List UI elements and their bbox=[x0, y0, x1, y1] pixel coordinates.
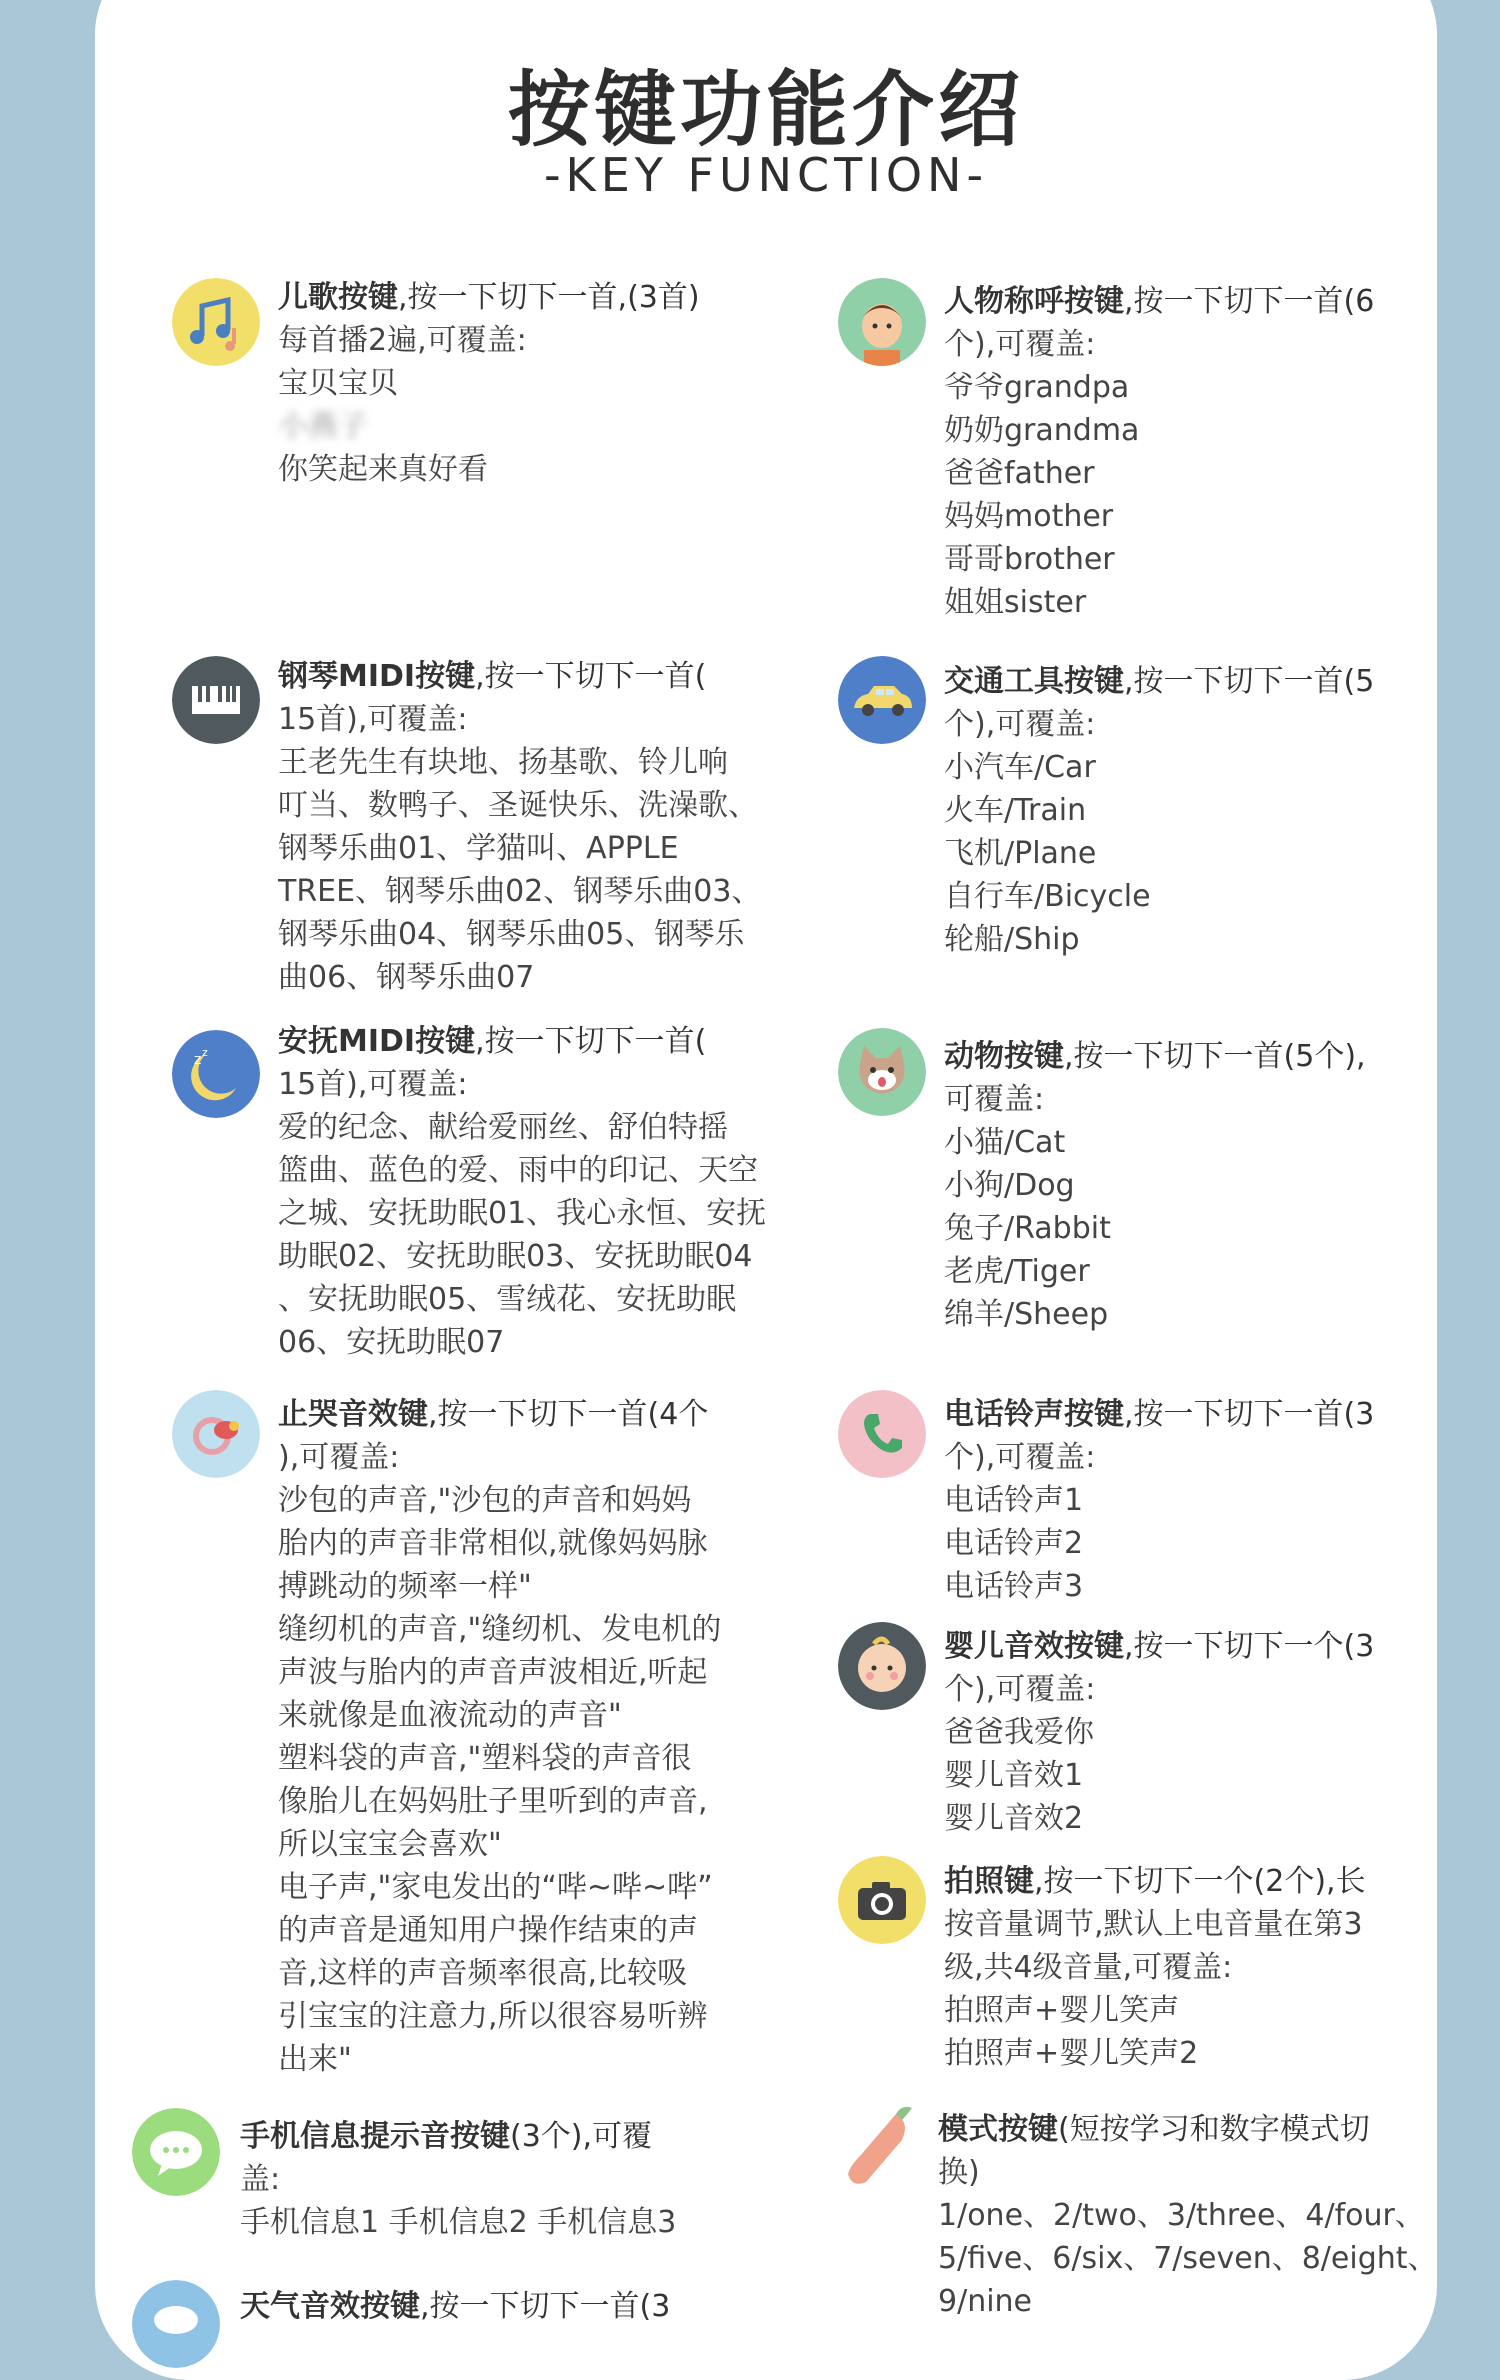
entry-line: 15首),可覆盖: bbox=[278, 1067, 468, 1102]
entry-line: 沙包的声音,"沙包的声音和妈妈 bbox=[278, 1483, 692, 1518]
entry-animal-heading: 动物按键,按一下切下一首(5个), bbox=[944, 1039, 1366, 1074]
phone-handset-icon bbox=[838, 1390, 926, 1478]
entry-line: 绵羊/Sheep bbox=[944, 1297, 1109, 1332]
piano-keys-icon bbox=[172, 656, 260, 744]
boy-face-icon bbox=[838, 278, 926, 366]
entry-line: 拍照声+婴儿笑声2 bbox=[944, 2036, 1199, 2071]
music-note-icon bbox=[172, 278, 260, 366]
cat-face-icon bbox=[838, 1028, 926, 1116]
entry-line: 个),可覆盖: bbox=[944, 1672, 1096, 1707]
entry-line: 轮船/Ship bbox=[944, 922, 1080, 957]
entry-line: 缝纫机的声音,"缝纫机、发电机的 bbox=[278, 1612, 722, 1647]
page-subtitle: -KEY FUNCTION- bbox=[543, 148, 989, 202]
entry-line: 老虎/Tiger bbox=[944, 1254, 1090, 1289]
entry-line: 小狗/Dog bbox=[944, 1168, 1075, 1203]
entry-mode-text bbox=[938, 2108, 1438, 2323]
entry-line: 声波与胎内的声音声波相近,听起 bbox=[278, 1655, 708, 1690]
entry-line: 爸爸father bbox=[944, 456, 1095, 491]
entry-line: 婴儿音效2 bbox=[944, 1801, 1084, 1836]
entry-line: 婴儿音效1 bbox=[944, 1758, 1084, 1793]
entry-mode-heading: 模式按键(短按学习和数字模式切 bbox=[938, 2112, 1370, 2147]
entry-soothe-heading: 安抚MIDI按键,按一下切下一首( bbox=[278, 1024, 707, 1059]
entry-vehicle-heading: 交通工具按键,按一下切下一首(5 bbox=[944, 664, 1375, 699]
entry-camera-text bbox=[944, 1860, 1366, 2075]
entry-line: 可覆盖: bbox=[944, 1082, 1045, 1117]
entry-line: 小汽车/Car bbox=[944, 750, 1096, 785]
entry-line: 塑料袋的声音,"塑料袋的声音很 bbox=[278, 1741, 692, 1776]
entry-phone-heading: 电话铃声按键,按一下切下一首(3 bbox=[944, 1397, 1375, 1432]
entry-stopcry-text bbox=[278, 1393, 721, 2081]
entry-line: 小燕子 bbox=[278, 409, 368, 444]
entry-line: 电话铃声2 bbox=[944, 1526, 1084, 1561]
entry-line: 电子声,"家电发出的“哔~哔~哔” bbox=[278, 1870, 713, 1905]
entry-line: 你笑起来真好看 bbox=[278, 452, 488, 487]
entry-line: 胎内的声音非常相似,就像妈妈脉 bbox=[278, 1526, 708, 1561]
entry-line: 王老先生有块地、扬基歌、铃儿响 bbox=[278, 745, 728, 780]
entry-line: 个),可覆盖: bbox=[944, 327, 1096, 362]
entry-line: 搏跳动的频率一样" bbox=[278, 1569, 532, 1604]
entry-line: ),可覆盖: bbox=[278, 1440, 400, 1475]
entry-line: 曲06、钢琴乐曲07 bbox=[278, 960, 535, 995]
entry-soothe-text bbox=[278, 1020, 766, 1364]
entry-line: 个),可覆盖: bbox=[944, 1440, 1096, 1475]
entry-line: 盖: bbox=[240, 2162, 281, 2197]
entry-line: 按音量调节,默认上电音量在第3 bbox=[944, 1907, 1363, 1942]
entry-baby-heading: 婴儿音效按键,按一下切下一个(3 bbox=[944, 1629, 1375, 1664]
camera-icon bbox=[838, 1856, 926, 1944]
entry-line: 姐姐sister bbox=[944, 585, 1087, 620]
entry-line: 火车/Train bbox=[944, 793, 1087, 828]
entry-line: 的声音是通知用户操作结束的声 bbox=[278, 1913, 698, 1948]
pacifier-icon bbox=[172, 1390, 260, 1478]
entry-line: 叮当、数鸭子、圣诞快乐、洗澡歌、 bbox=[278, 788, 758, 823]
entry-animal-text bbox=[944, 1035, 1366, 1336]
entry-nursery-heading: 儿歌按键,按一下切下一首,(3首) bbox=[278, 280, 700, 315]
entry-baby-text bbox=[944, 1625, 1374, 1840]
entry-stopcry-heading: 止哭音效键,按一下切下一首(4个 bbox=[278, 1397, 709, 1432]
entry-line: 小猫/Cat bbox=[944, 1125, 1066, 1160]
entry-line: 助眠02、安抚助眠03、安抚助眠04 bbox=[278, 1239, 753, 1274]
entry-line: 音,这样的声音频率很高,比较吸 bbox=[278, 1956, 688, 1991]
entry-line: 06、安抚助眠07 bbox=[278, 1325, 505, 1360]
entry-line: 电话铃声1 bbox=[944, 1483, 1084, 1518]
entry-line: 宝贝宝贝 bbox=[278, 366, 398, 401]
entry-line: TREE、钢琴乐曲02、钢琴乐曲03、 bbox=[278, 874, 762, 909]
svg-text:z: z bbox=[202, 1046, 208, 1059]
entry-line: 像胎儿在妈妈肚子里听到的声音, bbox=[278, 1784, 708, 1819]
page-title: 按键功能介绍 bbox=[507, 63, 1024, 158]
entry-piano-text bbox=[278, 655, 761, 999]
entry-line: 钢琴乐曲04、钢琴乐曲05、钢琴乐 bbox=[278, 917, 745, 952]
entry-line: 、安抚助眠05、雪绒花、安抚助眠 bbox=[278, 1282, 737, 1317]
entry-line: 出来" bbox=[278, 2042, 352, 2077]
entry-line: 飞机/Plane bbox=[944, 836, 1097, 871]
baby-face-icon bbox=[838, 1622, 926, 1710]
entry-line: 奶奶grandma bbox=[944, 413, 1140, 448]
entry-line: 引宝宝的注意力,所以很容易听辨 bbox=[278, 1999, 708, 2034]
entry-line: 爸爸我爱你 bbox=[944, 1715, 1094, 1750]
entry-person-text bbox=[944, 280, 1374, 624]
entry-vehicle-text bbox=[944, 660, 1374, 961]
entry-message-text bbox=[240, 2115, 676, 2244]
chat-bubble-icon bbox=[132, 2108, 220, 2196]
cloud-icon bbox=[132, 2280, 220, 2368]
entry-nursery-text bbox=[278, 276, 700, 491]
entry-weather-heading: 天气音效按键,按一下切下一首(3 bbox=[240, 2289, 671, 2324]
entry-line: 级,共4级音量,可覆盖: bbox=[944, 1950, 1233, 1985]
entry-line: 1/one、2/two、3/three、4/four、 bbox=[938, 2198, 1425, 2233]
entry-line: 爷爷grandpa bbox=[944, 370, 1130, 405]
entry-line: 手机信息1 手机信息2 手机信息3 bbox=[240, 2205, 677, 2240]
entry-line: 每首播2遍,可覆盖: bbox=[278, 323, 527, 358]
entry-line: 15首),可覆盖: bbox=[278, 702, 468, 737]
entry-piano-heading: 钢琴MIDI按键,按一下切下一首( bbox=[278, 659, 707, 694]
entry-message-heading: 手机信息提示音按键(3个),可覆 bbox=[240, 2119, 653, 2154]
carrot-icon bbox=[836, 2100, 924, 2188]
moon-sleep-icon bbox=[172, 1030, 260, 1118]
entry-line: 拍照声+婴儿笑声 bbox=[944, 1993, 1180, 2028]
entry-line: 妈妈mother bbox=[944, 499, 1114, 534]
entry-line: 哥哥brother bbox=[944, 542, 1115, 577]
entry-camera-heading: 拍照键,按一下切下一个(2个),长 bbox=[944, 1864, 1366, 1899]
entry-line: 个),可覆盖: bbox=[944, 707, 1096, 742]
entry-line: 之城、安抚助眠01、我心永恒、安抚 bbox=[278, 1196, 767, 1231]
entry-line: 自行车/Bicycle bbox=[944, 879, 1151, 914]
entry-person-heading: 人物称呼按键,按一下切下一首(6 bbox=[944, 284, 1375, 319]
entry-line: 所以宝宝会喜欢" bbox=[278, 1827, 502, 1862]
entry-line: 来就像是血液流动的声音" bbox=[278, 1698, 622, 1733]
entry-line: 换) bbox=[938, 2155, 980, 2190]
entry-line: 5/five、6/six、7/seven、8/eight、 bbox=[938, 2241, 1438, 2276]
car-icon bbox=[838, 656, 926, 744]
entry-phone-text bbox=[944, 1393, 1374, 1608]
entry-line: 钢琴乐曲01、学猫叫、APPLE bbox=[278, 831, 679, 866]
entry-line: 篮曲、蓝色的爱、雨中的印记、天空 bbox=[278, 1153, 758, 1188]
entry-line: 爱的纪念、献给爱丽丝、舒伯特摇 bbox=[278, 1110, 728, 1145]
entry-line: 兔子/Rabbit bbox=[944, 1211, 1111, 1246]
entry-line: 电话铃声3 bbox=[944, 1569, 1084, 1604]
entry-line: 9/nine bbox=[938, 2284, 1033, 2319]
svg-text:z: z bbox=[194, 1052, 202, 1068]
